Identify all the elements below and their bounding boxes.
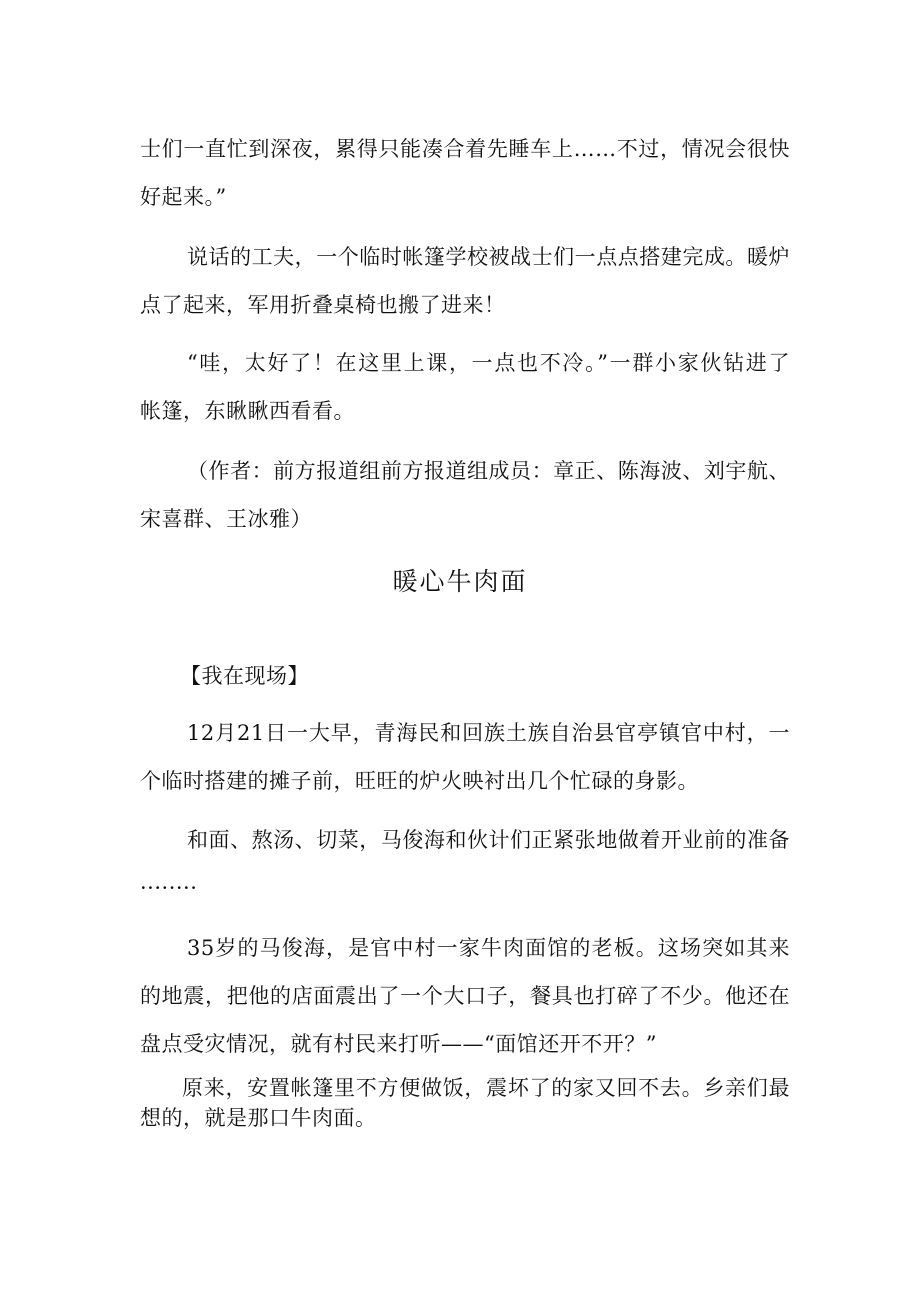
paragraph-line: 原来，安置帐篷里不方便做饭，震坏了的家又回不去。乡亲们最 [182,1076,790,1100]
paragraph-line: 12月21日一大早，青海民和回族土族自治县官亭镇官中村，一 [187,721,790,745]
paragraph-line: ········ [140,876,198,900]
paragraph-line: 35岁的马俊海，是官中村一家牛肉面馆的老板。这场突如其来 [187,936,790,960]
paragraph-line: 帐篷，东瞅瞅西看看。 [140,399,355,423]
paragraph-line: 个临时搭建的摊子前，旺旺的炉火映衬出几个忙碌的身影。 [140,769,699,793]
paragraph-line: 的地震，把他的店面震出了一个大口子，餐具也打碎了不少。他还在 [140,984,790,1008]
paragraph-line: 点了起来，军用折叠桌椅也搬了进来！ [140,293,506,317]
byline-line: （作者：前方报道组前方报道组成员：章正、陈海波、刘宇航、 [187,459,790,483]
paragraph-line: 盘点受灾情况，就有村民来打听——“面馆还开不开？” [140,1032,657,1056]
paragraph-line: 和面、熬汤、切菜，马俊海和伙计们正紧张地做着开业前的准备 [187,828,790,852]
section-heading: 【我在现场】 [180,664,309,688]
byline-line: 宋喜群、王冰雅） [140,507,312,531]
paragraph-line: 想的，就是那口牛肉面。 [140,1106,377,1130]
paragraph-line: 说话的工夫，一个临时帐篷学校被战士们一点点搭建完成。暖炉 [187,245,790,269]
section-title: 暖心牛肉面 [392,567,528,596]
paragraph-line: “哇，太好了！在这里上课，一点也不冷。”一群小家伙钻进了 [187,351,790,375]
paragraph-line: 士们一直忙到深夜，累得只能凑合着先睡车上……不过，情况会很快 [140,137,790,161]
paragraph-line: 好起来。” [140,185,227,209]
